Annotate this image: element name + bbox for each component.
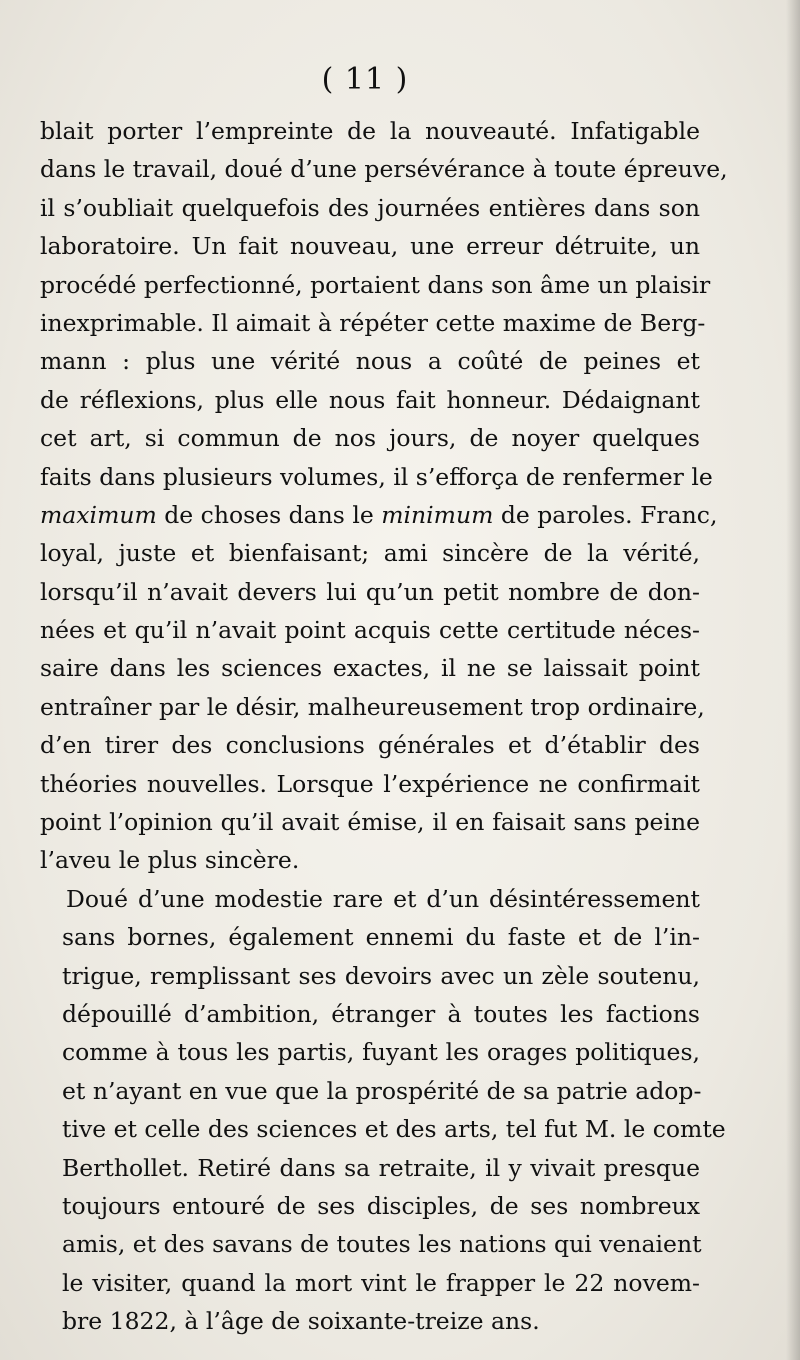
page-edge-shadow [786, 0, 800, 1360]
text-line: loyal, juste et bienfaisant; ami sincère de la vérité, [40, 539, 700, 568]
text-line: inexprimable. Il aimait à répéter cette maxime de Berg- [40, 308, 706, 337]
text-line: procédé perfectionné, portaient dans son âme un plaisir [40, 270, 711, 299]
text-line: faits dans plusieurs volumes, il s’efforça de renfermer le [40, 462, 713, 491]
text-line: trigue, remplissant ses devoirs avec un zèle soutenu, [62, 961, 700, 990]
text-line: théories nouvelles. Lorsque l’expérience ne confirmait [40, 769, 700, 798]
text-fragment: de choses dans le [156, 500, 382, 529]
text-line: blait porter l’empreinte de la nouveauté. Infatigable [40, 117, 700, 145]
text-line: de réflexions, plus elle nous fait honneur. Dédaignant [40, 385, 700, 414]
text-line: Doué d’une modestie rare et d’un désintéressement [66, 884, 700, 913]
text-line: et n’ayant en vue que la prospérité de sa patrie adop- [62, 1076, 702, 1105]
text-line: tive et celle des sciences et des arts, tel fut M. le comte [62, 1115, 726, 1144]
text-line: entraîner par le désir, malheureusement trop ordinaire, [40, 692, 705, 721]
text-line: le visiter, quand la mort vint le frapper le 22 novem- [62, 1268, 700, 1297]
italic-minimum: minimum [381, 500, 494, 529]
text-line: Berthollet. Retiré dans sa retraite, il y vivait presque [62, 1153, 700, 1182]
text-line: il s’oubliait quelquefois des journées entières dans son [40, 193, 700, 222]
text-line: bre 1822, à l’âge de soixante-treize ans. [62, 1307, 540, 1336]
text-fragment: de paroles. Franc, [493, 500, 718, 529]
text-line: laboratoire. Un fait nouveau, une erreur détruite, un [40, 232, 700, 261]
text-line: mann : plus une vérité nous a coûté de peines et [40, 347, 700, 376]
text-line: comme à tous les partis, fuyant les orages politiques, [62, 1038, 700, 1067]
body-text [40, 112, 728, 1341]
text-line: d’en tirer des conclusions générales et d’établir des [40, 731, 700, 760]
text-line-maximum [40, 496, 718, 534]
text-line: amis, et des savans de toutes les nations qui venaient [62, 1230, 702, 1259]
text-line: saire dans les sciences exactes, il ne se laissait point [40, 654, 700, 683]
text-line: dépouillé d’ambition, étranger à toutes les factions [62, 999, 700, 1028]
text-line: nées et qu’il n’avait point acquis cette certitude néces- [40, 616, 700, 645]
text-line: sans bornes, également ennemi du faste et de l’in- [62, 923, 700, 952]
text-line: dans le travail, doué d’une persévérance à toute épreuve, [40, 155, 728, 184]
text-line: toujours entouré de ses disciples, de ses nombreux [62, 1191, 700, 1220]
text-line: point l’opinion qu’il avait émise, il en faisait sans peine [40, 808, 700, 837]
page-number: ( 11 ) [321, 62, 409, 97]
text-line: lorsqu’il n’avait devers lui qu’un petit nombre de don- [40, 577, 700, 606]
text-line: l’aveu le plus sincère. [40, 846, 300, 875]
italic-maximum: maximum [40, 500, 157, 529]
text-line: cet art, si commun de nos jours, de noyer quelques [40, 424, 700, 453]
